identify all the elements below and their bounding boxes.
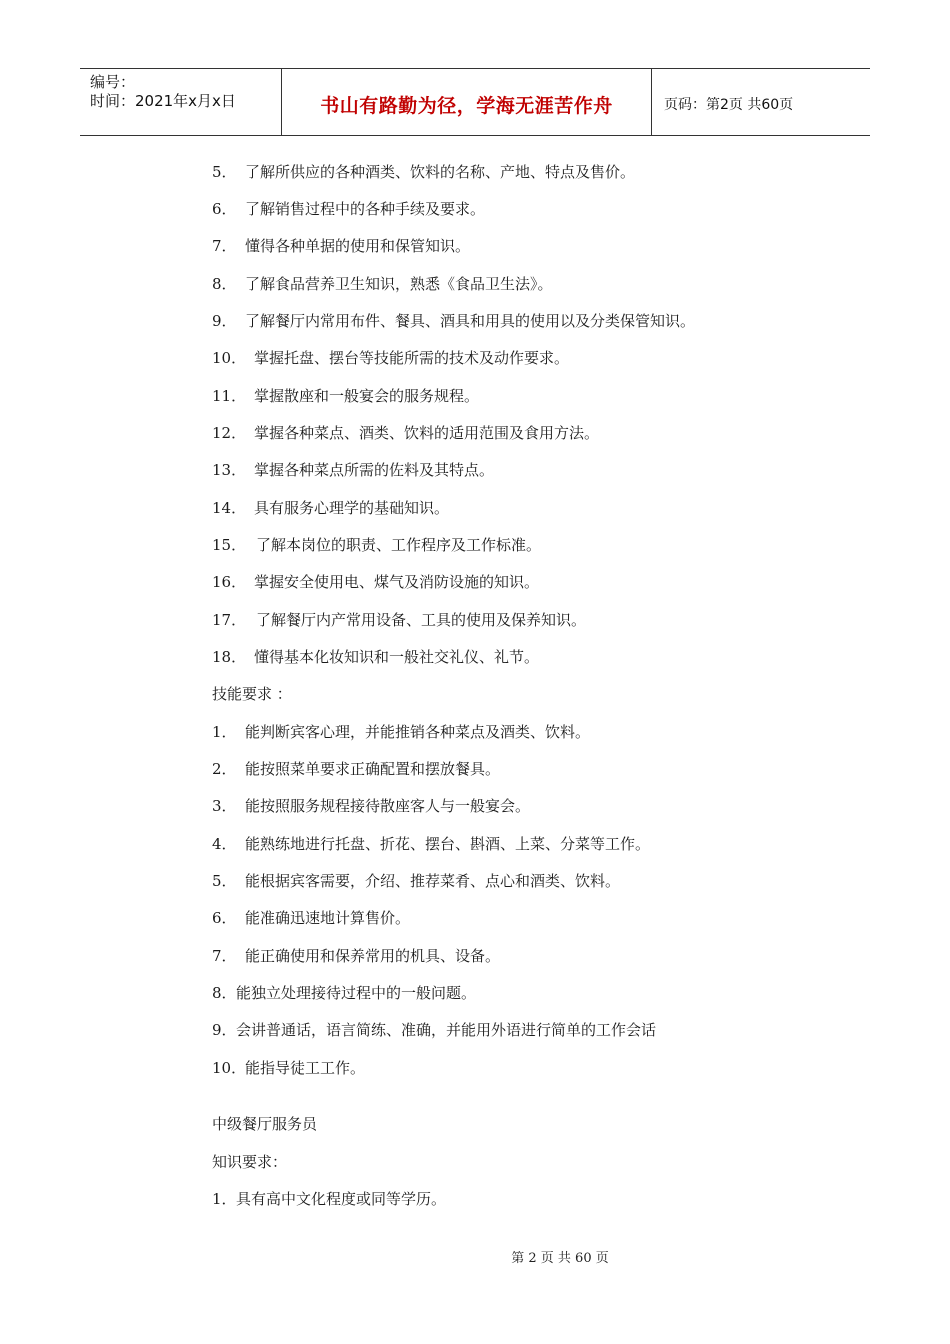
list-item <box>212 908 410 928</box>
list-item-text: 懂得基本化妆知识和一般社交礼仪、礼节。 <box>254 648 540 666</box>
list-item-number: 10． <box>212 1059 247 1077</box>
list-item-text: 了解销售过程中的各种手续及要求。 <box>245 200 486 218</box>
list-item-text: 掌握各种菜点所需的佐料及其特点。 <box>254 461 495 479</box>
list-item <box>212 274 553 294</box>
list-item-number: 1． <box>212 723 237 741</box>
list-item <box>212 311 695 331</box>
list-item-text: 会讲普通话，语言简练、准确，并能用外语进行简单的工作会话 <box>236 1021 657 1039</box>
list-item-text: 能准确迅速地计算售价。 <box>245 909 411 927</box>
list-item-number: 13． <box>212 461 247 479</box>
document-number: 编号： <box>90 73 136 91</box>
list-item-text: 了解本岗位的职责、工作程序及工作标准。 <box>256 536 542 554</box>
list-item <box>212 1189 446 1209</box>
list-item <box>212 610 586 630</box>
list-item-number: 4． <box>212 835 237 853</box>
list-item-text: 懂得各种单据的使用和保管知识。 <box>245 237 471 255</box>
list-item-text: 能判断宾客心理，并能推销各种菜点及酒类、饮料。 <box>245 723 591 741</box>
list-item-text: 能正确使用和保养常用的机具、设备。 <box>245 947 501 965</box>
list-item <box>212 386 479 406</box>
list-item-number: 12． <box>212 424 247 442</box>
header-motto: 书山有路勤为径，学海无涯苦作舟 <box>320 94 613 117</box>
list-item-number: 16． <box>212 573 247 591</box>
list-item-number: 15． <box>212 536 247 554</box>
header-page-info: 页码：第2页 共60页 <box>664 97 794 113</box>
list-item-number: 1． <box>212 1190 237 1208</box>
list-item <box>212 199 485 219</box>
list-item-text: 掌握散座和一般宴会的服务规程。 <box>254 387 480 405</box>
list-item <box>212 871 620 891</box>
list-item <box>212 460 494 480</box>
list-item <box>212 162 635 182</box>
list-item-number: 18． <box>212 648 247 666</box>
list-item-text: 掌握安全使用电、煤气及消防设施的知识。 <box>254 573 540 591</box>
list-item-number: 9． <box>212 1021 237 1039</box>
list-item-number: 7． <box>212 947 237 965</box>
list-item-text: 能指导徒工工作。 <box>245 1059 366 1077</box>
list-item-number: 17． <box>212 611 247 629</box>
list-item <box>212 236 470 256</box>
list-item-text: 了解所供应的各种酒类、饮料的名称、产地、特点及售价。 <box>245 163 636 181</box>
list-item-text: 了解餐厅内产常用设备、工具的使用及保养知识。 <box>256 611 587 629</box>
list-item <box>212 1020 656 1040</box>
section-title: 中级餐厅服务员 <box>212 1115 318 1133</box>
list-item-text: 能独立处理接待过程中的一般问题。 <box>236 984 477 1002</box>
list-item-text: 了解食品营养卫生知识，熟悉《食品卫生法》。 <box>245 275 553 293</box>
list-item-text: 能熟练地进行托盘、折花、摆台、斟酒、上菜、分菜等工作。 <box>245 835 651 853</box>
list-item <box>212 535 541 555</box>
list-item <box>212 722 590 742</box>
list-item-number: 11． <box>212 387 247 405</box>
list-item <box>212 983 476 1003</box>
list-item-text: 能按照菜单要求正确配置和摆放餐具。 <box>245 760 501 778</box>
list-item <box>212 647 539 667</box>
list-item <box>212 572 539 592</box>
list-item <box>212 759 500 779</box>
list-item-text: 具有高中文化程度或同等学历。 <box>236 1190 447 1208</box>
list-item-number: 5． <box>212 872 237 890</box>
list-item-number: 5． <box>212 163 237 181</box>
list-item-text: 了解餐厅内常用布件、餐具、酒具和用具的使用以及分类保管知识。 <box>245 312 696 330</box>
list-item <box>212 796 530 816</box>
list-item <box>212 946 500 966</box>
list-item <box>212 348 569 368</box>
document-date: 时间：2021年x月x日 <box>90 92 236 110</box>
list-item-text: 能根据宾客需要，介绍、推荐菜肴、点心和酒类、饮料。 <box>245 872 621 890</box>
list-item <box>212 423 599 443</box>
list-item-number: 14． <box>212 499 247 517</box>
list-item-number: 6． <box>212 909 237 927</box>
list-item-text: 具有服务心理学的基础知识。 <box>254 499 450 517</box>
knowledge-heading: 知识要求： <box>212 1153 288 1171</box>
list-item-number: 8． <box>212 984 237 1002</box>
list-item-number: 6． <box>212 200 237 218</box>
list-item-number: 2． <box>212 760 237 778</box>
page-footer: 第 2 页 共 60 页 <box>511 1251 609 1266</box>
list-item-number: 7． <box>212 237 237 255</box>
skills-heading: 技能要求 ： <box>212 685 292 703</box>
list-item-text: 掌握托盘、摆台等技能所需的技术及动作要求。 <box>254 349 570 367</box>
list-item-number: 8． <box>212 275 237 293</box>
list-item-number: 3． <box>212 797 237 815</box>
list-item-number: 9． <box>212 312 237 330</box>
list-item-text: 掌握各种菜点、酒类、饮料的适用范围及食用方法。 <box>254 424 600 442</box>
list-item-number: 10． <box>212 349 247 367</box>
list-item <box>212 498 449 518</box>
list-item-text: 能按照服务规程接待散座客人与一般宴会。 <box>245 797 531 815</box>
list-item <box>212 834 650 854</box>
list-item <box>212 1058 365 1078</box>
